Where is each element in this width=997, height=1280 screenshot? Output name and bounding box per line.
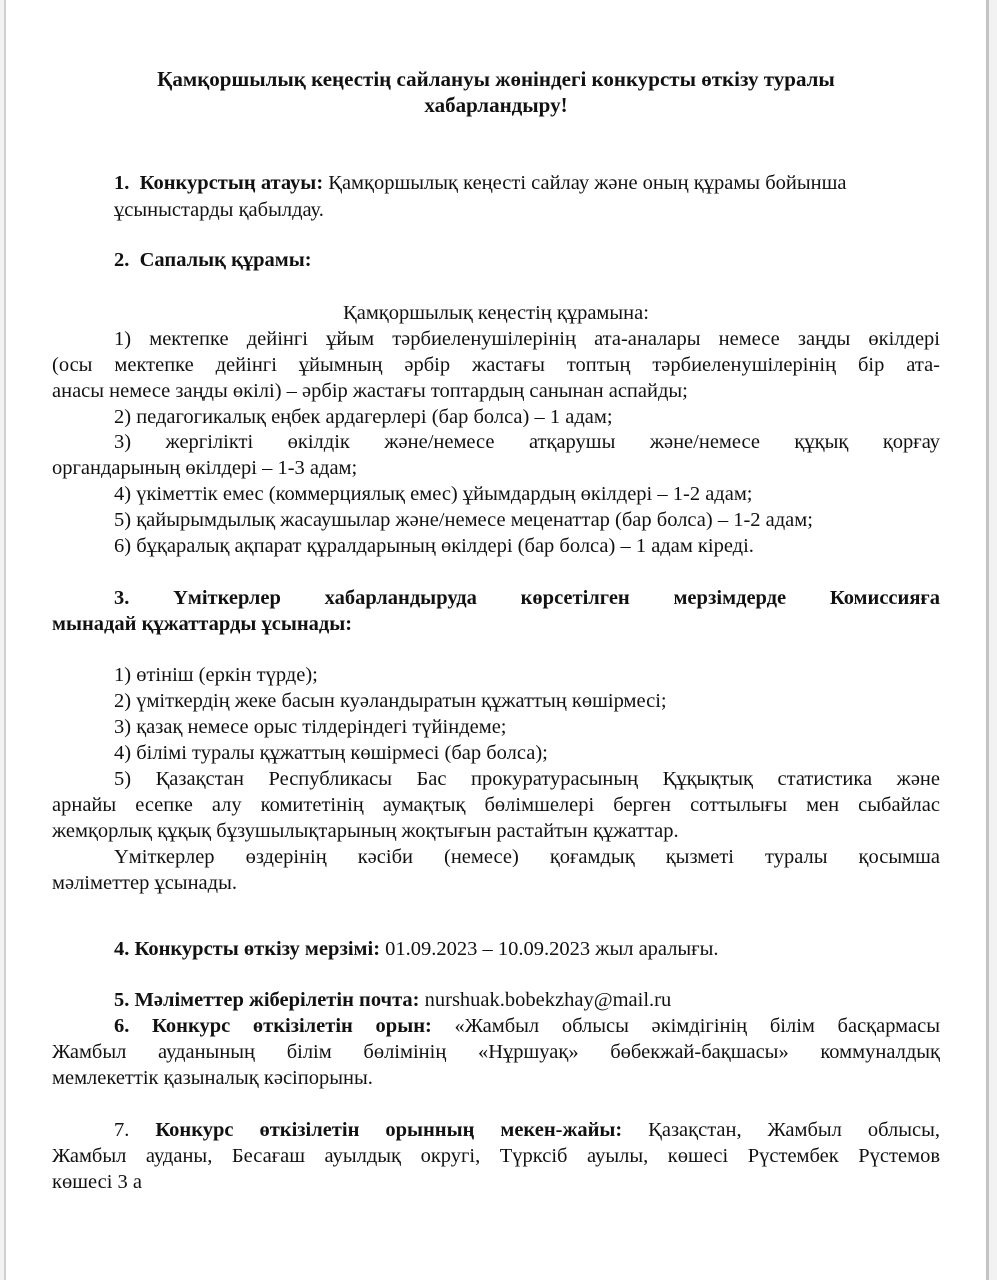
section-3-heading-line-1: 3. Үміткерлер хабарландыруда көрсетілген мерзімдерде Комиссияға (114, 587, 940, 609)
section-1-text-line-2: ұсыныстарды қабылдау. (114, 199, 324, 221)
composition-item-1-line-3: анасы немесе заңды өкілі) – әрбір жастағы топтардың санынан аспайды; (52, 380, 688, 402)
document-item-1: 1) өтініш (еркін түрде); (114, 664, 318, 686)
section-6-text-line-1: «Жамбыл облысы әкімдігінің білім басқармасы (454, 1015, 940, 1037)
section-7-number: 7. (114, 1119, 130, 1141)
section-7-text-line-1: Қазақстан, Жамбыл облысы, (648, 1119, 941, 1141)
document-item-2: 2) үміткердің жеке басын куәландыратын құжаттың көшірмесі; (114, 690, 667, 712)
section-6-text-line-2: Жамбыл ауданының білім бөлімінің «Нұршуақ» бөбекжай-бақшасы» коммуналдық (52, 1041, 940, 1063)
section-7-text-line-3: көшесі 3 а (52, 1171, 142, 1193)
section-2-intro: Қамқоршылық кеңестің құрамына: (343, 302, 649, 324)
section-1-label: Конкурстың атауы: (139, 172, 324, 194)
composition-item-6: 6) бұқаралық ақпарат құралдарының өкілдері (бар болса) – 1 адам кіреді. (114, 535, 754, 557)
section-4-label: 4. Конкурсты өткізу мерзімі: (114, 938, 381, 960)
section-4 (114, 936, 719, 962)
composition-item-3-line-2: органдарының өкілдері – 1-3 адам; (52, 457, 358, 479)
section-3-heading-line-2: мынадай құжаттарды ұсынады: (52, 613, 353, 635)
section-3-note-line-2: мәліметтер ұсынады. (52, 872, 237, 894)
composition-item-1-line-1: 1) мектепке дейінгі ұйым тәрбиеленушілерінің ата-аналары немесе заңды өкілдері (114, 328, 940, 350)
section-7-label: Конкурс өткізілетін орынның мекен-жайы: (155, 1119, 623, 1141)
section-1-number: 1. (114, 172, 130, 194)
section-5-label: 5. Мәліметтер жіберілетін почта: (114, 989, 420, 1011)
document-item-4: 4) білімі туралы құжаттың көшірмесі (бар болса); (114, 742, 548, 764)
document-page (4, 0, 989, 1280)
document-item-3: 3) қазақ немесе орыс тілдеріндегі түйіндеме; (114, 716, 507, 738)
document-item-5-line-1: 5) Қазақстан Республикасы Бас прокуратурасының Құқықтық статистика және (114, 768, 940, 790)
composition-item-4: 4) үкіметтік емес (коммерциялық емес) ұйымдардың өкілдері – 1-2 адам; (114, 483, 753, 505)
section-6-label: 6. Конкурс өткізілетін орын: (114, 1015, 432, 1037)
composition-item-3-line-1: 3) жергілікті өкілдік және/немесе атқарушы және/немесе құқық қорғау (114, 431, 940, 453)
composition-item-2: 2) педагогикалық еңбек ардагерлері (бар болса) – 1 адам; (114, 406, 613, 428)
document-title-line-2: хабарландыру! (424, 93, 568, 117)
document-item-5-line-2: арнайы есепке алу комитетінің аумақтық бөлімшелері берген соттылығы мен сыбайлас (52, 794, 940, 816)
section-3-note-line-1: Үміткерлер өздерінің кәсіби (немесе) қоғамдық қызметі туралы қосымша (114, 846, 940, 868)
document-title-line-1: Қамқоршылық кеңестің сайлануы жөніндегі конкурсты өткізу туралы (157, 67, 835, 91)
contact-email: nurshuak.bobekzhay@mail.ru (419, 989, 672, 1011)
section-2-label: Сапалық құрамы: (139, 249, 312, 271)
section-6-text-line-3: мемлекеттік қазыналық кәсіпорыны. (52, 1067, 373, 1089)
section-1-heading (114, 170, 846, 196)
section-7-line-1 (114, 1117, 940, 1143)
section-4-dates: 01.09.2023 – 10.09.2023 жыл аралығы. (380, 938, 719, 960)
section-2-heading (114, 247, 312, 273)
document-item-5-line-3: жемқорлық құқық бұзушылықтарының жоқтығын растайтын құжаттар. (52, 820, 679, 842)
section-5 (114, 987, 671, 1013)
composition-item-1-line-2: (осы мектепке дейінгі ұйымның әрбір жастағы топтың тәрбиеленушілерінің бір ата- (52, 354, 940, 376)
composition-item-5: 5) қайырымдылық жасаушылар және/немесе меценаттар (бар болса) – 1-2 адам; (114, 509, 813, 531)
section-2-number: 2. (114, 249, 130, 271)
section-6-line-1 (114, 1013, 940, 1039)
section-1-text: Қамқоршылық кеңесті сайлау және оның құрамы бойынша (323, 172, 847, 194)
section-7-text-line-2: Жамбыл ауданы, Бесағаш ауылдық округі, Түрксіб ауылы, көшесі Рүстембек Рүстемов (52, 1145, 940, 1167)
